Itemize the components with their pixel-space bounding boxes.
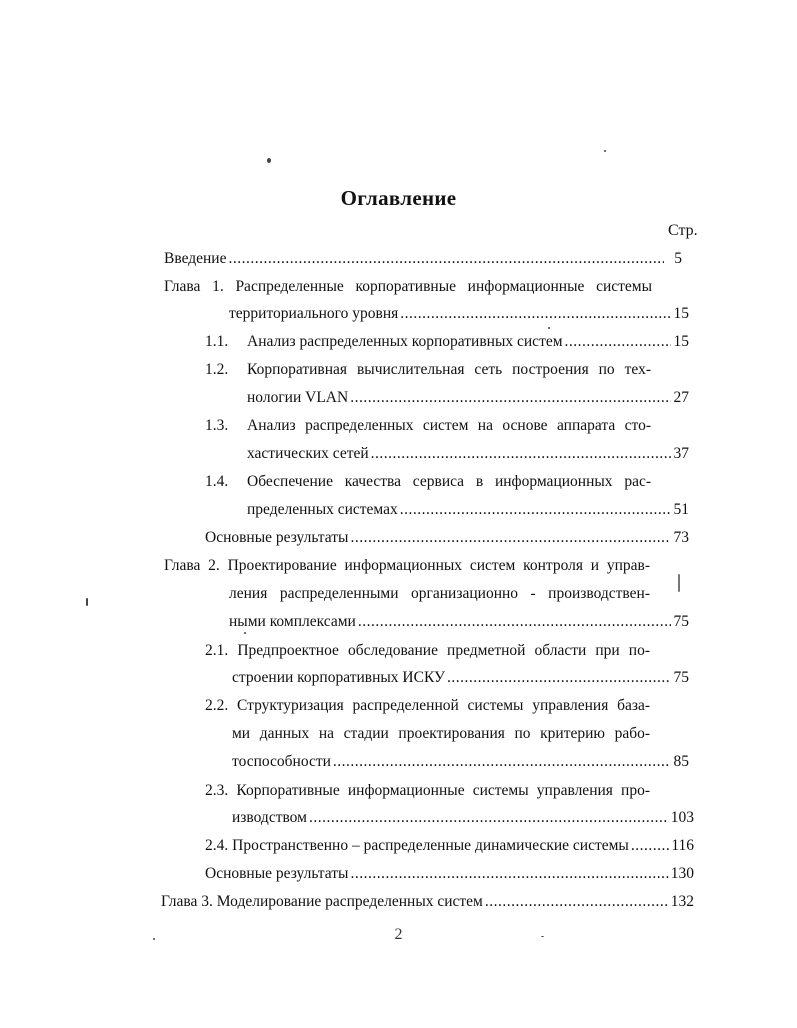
- toc-entry-text: Основные результаты: [205, 865, 349, 882]
- toc-entry-2-4: [205, 835, 694, 857]
- toc-entry-text: тоспособности: [232, 753, 331, 770]
- leader-dots: [400, 303, 671, 325]
- toc-entry-chapter-1-cont: [229, 303, 689, 325]
- toc-entry-text: [205, 835, 629, 857]
- scan-speck: [153, 938, 155, 940]
- toc-entry-title: Корпоративная вычислительная сеть построения по тех-: [247, 361, 651, 378]
- toc-entry-2-2: [205, 695, 650, 717]
- toc-entry-2-3: [205, 780, 650, 802]
- toc-entry-page: 75: [673, 669, 689, 686]
- toc-entry-2-2-cont-2: [232, 751, 689, 773]
- toc-entry-text: [161, 891, 483, 913]
- toc-entry-page: 37: [673, 445, 689, 462]
- toc-entry-page: 130: [670, 865, 694, 882]
- toc-entry-chapter-2-cont-2: [229, 611, 689, 633]
- leader-dots: [485, 891, 669, 913]
- toc-entry-1-2-cont: [247, 387, 689, 409]
- leader-dots: [565, 331, 671, 353]
- toc-entry-text: нологии VLAN: [247, 389, 349, 406]
- toc-entry-number: Глава 2.: [164, 557, 220, 574]
- toc-entry-results-2: [205, 863, 694, 885]
- toc-entry-number: 2.4.: [205, 837, 229, 854]
- toc-entry-text: Основные результаты: [205, 529, 349, 546]
- toc-entry-text: хастических сетей: [247, 445, 369, 462]
- toc-entry-text: территориального уровня: [229, 305, 399, 322]
- toc-entry-title: Анализ распределенных систем на основе аппарата сто-: [247, 417, 651, 434]
- toc-entry-title: Моделирование распределенных систем: [216, 893, 483, 910]
- toc-entry-page: 116: [671, 837, 694, 854]
- toc-entry-2-2-cont: [232, 723, 650, 745]
- toc-entry-2-1: [205, 640, 650, 662]
- toc-entry-1-2: [205, 359, 651, 381]
- toc-entry-number: 2.1.: [205, 642, 229, 659]
- toc-entry-number: 2.2.: [205, 697, 229, 714]
- page-title: Оглавление: [340, 186, 457, 210]
- toc-entry-page: 27: [673, 389, 689, 406]
- toc-entry-page: 73: [673, 529, 689, 546]
- toc-entry-title: Пространственно – распределенные динамические системы: [232, 837, 629, 854]
- toc-entry-2-1-cont: [232, 667, 689, 689]
- toc-entry-number: 1.3.: [205, 417, 229, 434]
- toc-entry-number: 1.2.: [205, 361, 229, 378]
- toc-entry-text: [205, 780, 650, 802]
- toc-entry-page: 75: [673, 613, 689, 630]
- toc-entry-number: Глава 1.: [164, 278, 224, 295]
- toc-entry-text: [205, 331, 563, 353]
- toc-entry-text: изводством: [232, 809, 307, 826]
- toc-entry-1-3: [205, 415, 651, 437]
- toc-entry-title: Проектирование информационных систем контроля и управ-: [227, 557, 651, 574]
- toc-entry-page: 5: [674, 250, 682, 267]
- leader-dots: [631, 835, 669, 857]
- leader-dots: [400, 499, 671, 521]
- toc-entry-text: [205, 640, 650, 662]
- toc-entry-title: Обеспечение качества сервиса в информационных рас-: [247, 473, 651, 490]
- toc-entry-results-1: [205, 527, 689, 549]
- toc-entry-page: 132: [670, 893, 694, 910]
- toc-entry-1-3-cont: [247, 443, 689, 465]
- leader-dots: [333, 751, 671, 773]
- toc-entry-number: 1.4.: [205, 473, 229, 490]
- leader-dots: [350, 387, 671, 409]
- toc-entry-chapter-2: [164, 555, 650, 577]
- leader-dots: [350, 527, 671, 549]
- toc-entry-text: [164, 276, 652, 298]
- leader-dots: [350, 863, 668, 885]
- leader-dots: [447, 667, 671, 689]
- toc-entry-text: пределенных системах: [247, 501, 398, 518]
- toc-entry-2-3-cont: [232, 807, 694, 829]
- leader-dots: [358, 611, 671, 633]
- toc-entry-page: 15: [673, 333, 689, 350]
- toc-entry-text: [205, 695, 650, 717]
- page-number: 2: [394, 926, 403, 943]
- toc-entry-number: 2.3.: [205, 782, 229, 799]
- toc-entry-page: 103: [670, 809, 694, 826]
- scan-speck: [548, 327, 550, 329]
- scan-speck: [541, 936, 544, 937]
- scan-speck: [244, 632, 246, 634]
- toc-entry-page: 85: [673, 753, 689, 770]
- toc-entry-title: Анализ распределенных корпоративных систем: [247, 333, 563, 350]
- toc-entry-chapter-1: [164, 276, 652, 298]
- toc-entry-chapter-3: [161, 891, 694, 913]
- toc-entry-text: [164, 555, 650, 577]
- toc-entry-title: Корпоративные информационные системы управления про-: [236, 782, 651, 799]
- toc-entry-1-4-cont: [247, 499, 689, 521]
- toc-entry-text: ными комплексами: [229, 613, 356, 630]
- scan-speck: [86, 598, 88, 606]
- toc-entry-text: Введение: [164, 250, 227, 267]
- toc-entry-text: ления распределенными организационно - производствен-: [229, 585, 650, 602]
- toc-entry-text: строении корпоративных ИСКУ: [232, 669, 445, 686]
- scan-speck: [604, 150, 606, 152]
- page-column-label: Стр.: [668, 222, 698, 239]
- scan-speck: [267, 158, 271, 163]
- leader-dots: [228, 248, 664, 270]
- leader-dots: [309, 807, 669, 829]
- toc-entry-1-4: [205, 471, 651, 493]
- toc-entry-text: ми данных на стадии проектирования по критерию рабо-: [232, 725, 650, 742]
- toc-entry-title: Предпроектное обследование предметной области при по-: [237, 642, 650, 659]
- scan-speck: [678, 574, 680, 592]
- toc-entry-page: 51: [673, 501, 689, 518]
- toc-entry-1-1: [205, 331, 689, 353]
- toc-entry-number: Глава 3.: [161, 893, 213, 910]
- toc-entry-chapter-2-cont: [229, 583, 650, 605]
- toc-entry-introduction: [164, 248, 682, 270]
- toc-entry-page: 15: [673, 305, 689, 322]
- toc-entry-number: 1.1.: [205, 333, 229, 350]
- leader-dots: [371, 443, 671, 465]
- toc-entry-title: Распределенные корпоративные информационные системы: [235, 278, 653, 295]
- toc-entry-title: Структуризация распределенной системы управления база-: [237, 697, 650, 714]
